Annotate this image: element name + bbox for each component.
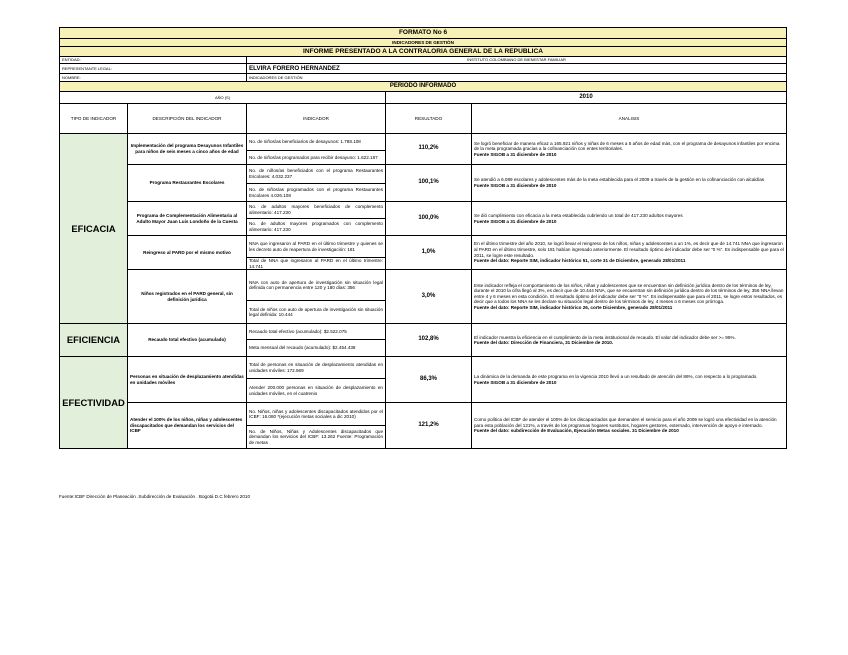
analysis-source: Fuente del dato: subdirección de Evaluación, Ejecución Metas sociales. 31 Diciembre de 2010 (474, 428, 679, 434)
indicator-denominator: No. de adultos mayores programados con complemento alimentario: 417.230 (247, 219, 386, 236)
indicator-numerator: NNA con auto de apertura de investigación sin situación legal definida con permanencia entre 120 y 180 días: 356 (247, 270, 386, 301)
format-subtitle: INDICADORES DE GESTIÓN (60, 39, 787, 47)
indicator-result: 1,0% (386, 236, 472, 270)
indicator-numerator: Recaudo total efectivo (acumulado): $2.522.075 (247, 324, 386, 340)
indicator-numerator: NNA que ingresaron al PARD en el último trimestre y quienes se les decreto auto de reapertura de investigación: 181 (247, 236, 386, 258)
anio-value: 2010 (386, 92, 787, 104)
indicator-description: Niños registrados en el PARD general, sin definición jurídica (128, 270, 247, 324)
analysis-source: Fuente SIGOB a 31 diciembre de 2010 (474, 379, 557, 385)
category-eficacia: EFICACIA (60, 134, 128, 324)
indicator-analysis (472, 236, 787, 270)
col-analisis: ANALISIS (472, 104, 787, 134)
analysis-text: Se dió cumplimiento con eficacia a la meta establecida cubriendo un total de 417.230 adultos mayores (474, 212, 683, 218)
indicator-analysis (472, 134, 787, 165)
analysis-source: Fuente del dato: Reporte SIM, indicador histórico 26, corte Diciembre, generado 28/01/2011 (474, 305, 673, 311)
indicator-denominator: Total de NNA que ingresaron al PARD en el último trimestre: 14.741 (247, 258, 386, 270)
indicator-description: Programa Restaurantes Escolares (128, 165, 247, 202)
analysis-text: La dinámica de la demanda de este programa en la vigencia 2010 llevó a un resultado de atención del 86%, con respecto a lo programado. (474, 374, 758, 380)
indicator-report-sheet (59, 27, 786, 449)
analysis-source: Fuente del dato: Reporte SIM, indicador histórico 51, corte 31 de Diciembre, generado 28/01/2011 (474, 258, 686, 264)
analysis-source: Fuente SIGOB a 31 diciembre de 2010 (474, 151, 557, 157)
indicator-denominator: Total de niños con auto de apertura de investigación sin situación legal definida: 10.444 (247, 301, 386, 324)
indicator-analysis (472, 324, 787, 357)
indicator-description: Implementación del programa Desayunos Infantiles para niños de seis meses a cinco años de edad (128, 134, 247, 165)
nombre-value: INDICADORES DE GESTIÓN (247, 74, 787, 82)
indicator-result: 100,0% (386, 202, 472, 236)
indicator-description: Personas en situación de desplazamiento atendidas en unidades móviles (128, 357, 247, 403)
indicator-analysis (472, 357, 787, 403)
indicator-result: 100,1% (386, 165, 472, 202)
anio-label: AÑO (S) (60, 92, 386, 104)
representante-value: ELVIRA FORERO HERNANDEZ (247, 64, 787, 74)
category-eficiencia: EFICIENCIA (60, 324, 128, 357)
entidad-label: ENTIDAD: (60, 57, 247, 64)
analysis-text: El indicador muestra la eficiencia en el cumplimiento de la meta institucional de recaudo. El valor del indicador debe ser >= 95%. (474, 334, 736, 340)
analysis-source: Fuente SIGOB a 31 diciembre de 2010 (474, 183, 557, 188)
analysis-text: En el último trimestre del año 2010, se logró llevar el reingreso de los niños, niñas y adolescentes a un 1%, es decir que de 14.741 NNA que ingresaron al PARD en el último trimestre, solo 181 habían ingresado anteriormente. El resultado óptimo del indicador debe ser "0 %". Es indispensable que para el 2011, se logre este resultado. (474, 241, 784, 258)
analysis-source: Fuente SIGOB a 31 diciembre de 2010 (474, 218, 557, 224)
periodo-informado: PERIODO INFORMADO (60, 82, 787, 92)
indicator-analysis (472, 165, 787, 202)
indicator-denominator: No. de niños/as programados para recibir desayuno: 1.622.187 (247, 151, 386, 165)
indicator-denominator: No. de niños/as programados con el programa Restaurantes Escolares 4.026.108 (247, 184, 386, 202)
indicator-result: 121,2% (386, 403, 472, 449)
indicator-result: 86,3% (386, 357, 472, 403)
analysis-text: Este indicador refleja el comportamiento de los niños, niñas y adolescentes que se encuentran sin definición jurídica dentro de los términos de ley, durante el 2010 la cifra llegó al 3%, es decir que de 10.444 NNA, que se encuentran sin definición jurídica dentro de los términos de ley, 356 NNA llevan entre 4 y 6 meses en esta condición. El resultado óptimo del indicador debe ser "0 %". Es indispensable que para el 2011, se logre estos resultados, es decir que a todos los NNA se les declare su situación legal dentro de los términos de ley, 4 meses o 6 meses con prórroga. (474, 282, 784, 305)
indicator-result: 110,2% (386, 134, 472, 165)
representante-label: REPRESENTANTE LEGAL: (60, 64, 247, 74)
indicator-denominator: Atender 200.000 personas en situación de desplazamiento en unidades móviles, en el cuatrenio (247, 379, 386, 403)
indicator-numerator: No. de niños/as beneficiados con el programa Restaurantes Escolares: 4.032.237 (247, 165, 386, 184)
indicator-denominator: No. de Niños, Niñas y Adolescentes discapacitados que demandan los servicios del ICBF: 13.262 Fuente: Programación de metas (247, 426, 386, 449)
indicator-numerator: No. de adultos mayores beneficiados de complemento alimentario: 417.230 (247, 202, 386, 219)
indicator-analysis (472, 202, 787, 236)
report-title: INFORME PRESENTADO A LA CONTRALORIA GENERAL DE LA REPUBLICA (60, 47, 787, 57)
format-title: FORMATO No 6 (60, 28, 787, 39)
indicator-description: Programa de Complementación Alimentaria al Adulto Mayor Juan Luis Londoño de la Cuesta (128, 202, 247, 236)
col-indicador: INDICADOR (247, 104, 386, 134)
indicator-numerator: No. de niños/as beneficiarios de desayunos: 1.788.108 (247, 134, 386, 151)
source-footer: Fuente:ICBF Dirección de Planeación .Subdirección de Evaluación . Bogotá D.C febrero 2010 (59, 494, 251, 499)
category-efectividad: EFECTIVIDAD (60, 357, 128, 449)
entidad-value: INSTITUTO COLOMBIANO DE BIENESTAR FAMILIAR (247, 57, 787, 64)
nombre-label: NOMBRE: (60, 74, 247, 82)
indicator-analysis (472, 403, 787, 449)
indicator-description: Reingreso al PARD por el mismo motivo (128, 236, 247, 270)
col-tipo: TIPO DE INDICADOR (60, 104, 128, 134)
indicator-numerator: No. Niños, niñas y adolescentes discapacitados atendidos por el ICBF: 16.080 *(ejecución metas sociales a dic 2010) (247, 403, 386, 426)
indicator-denominator: Meta mensual del recaudo (acumulado): $2.454.438 (247, 340, 386, 357)
col-resultado: RESULTADO (386, 104, 472, 134)
indicator-description: Recaudo total efectivo (acumulado) (128, 324, 247, 357)
col-descripcion: DESCRIPCIÓN DEL INDICADOR (128, 104, 247, 134)
indicator-numerator: Total de personas en situación de desplazamiento atendidas en unidades móviles: 172.569 (247, 357, 386, 379)
analysis-source: Fuente del dato: Dirección de Financiera, 31 Diciembre de 2010. (474, 340, 614, 346)
analysis-text: Se logró beneficiar de manera eficaz a 165.921 niños y niñas de 6 meses a 5 años de edad más, con el programa de desayunos infantiles por encima de la meta programada gracias a la cofinanciación con entes territoriales. (474, 140, 780, 152)
indicator-result: 102,8% (386, 324, 472, 357)
indicator-analysis (472, 270, 787, 324)
indicator-table (59, 27, 787, 449)
analysis-text: Se atendió a 6.089 escolares y adolescentes más de la meta establecida para el 2009 a través de la gestión en la cofinanciación con alcaldías (474, 177, 765, 183)
analysis-text: Como política del ICBF de atender el 100% de los discapacitados que demanden el servicio para el año 2009 se logró una efectividad en la atención para esta población del 121%, a través de los programas hogares sustitutos, hogares gestores, externado, intervención de apoyo e internado. (474, 417, 777, 428)
indicator-result: 3,0% (386, 270, 472, 324)
indicator-description: Atender el 100% de los niños, niñas y adolescentes discapacitados que demandan los servicios del ICBF (128, 403, 247, 449)
